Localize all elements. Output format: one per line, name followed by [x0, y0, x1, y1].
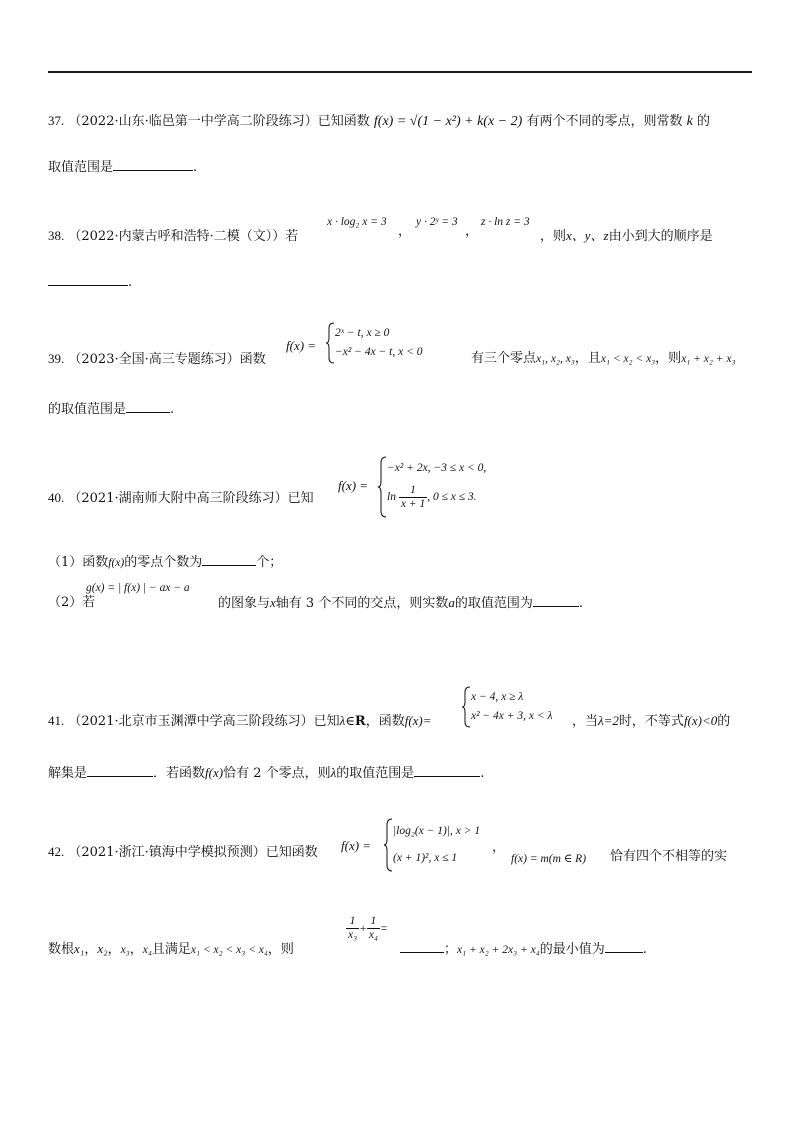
question-37-line-2: [48, 158, 197, 177]
question-source: （2023·全国·高三专题练习）函数: [68, 352, 266, 367]
piece-2: (x + 1)², x ≤ 1: [393, 852, 458, 864]
text: ．若函数: [153, 766, 206, 781]
text: .: [193, 160, 198, 175]
denominator: x₄: [368, 929, 378, 941]
text: =: [379, 923, 388, 935]
text: 的零点个数为: [124, 555, 203, 570]
text: .: [480, 766, 485, 781]
text: （1）函数: [48, 555, 109, 570]
piece-1: −x² + 2x, −3 ≤ x < 0,: [387, 462, 487, 474]
answer-blank[interactable]: [202, 553, 256, 566]
formula: f(x) =: [286, 338, 317, 353]
numerator: 1: [346, 915, 359, 929]
piecewise-definition: [384, 818, 504, 872]
question-number: 37.: [48, 113, 65, 128]
text: 恰有 2 个零点，则: [223, 766, 331, 781]
formula: y · 2ʸ = 3: [416, 216, 458, 228]
piece-2: −x² − 4x − t, x < 0: [335, 346, 423, 358]
text: 个；: [256, 555, 283, 570]
real-set-symbol: R: [354, 714, 366, 729]
text: , 0 ≤ x ≤ 3.: [427, 491, 477, 504]
formula: f(x) =: [338, 478, 369, 493]
formula: x · log₂ x = 3: [327, 216, 387, 228]
text: .: [578, 596, 583, 611]
answer-blank[interactable]: [400, 940, 444, 953]
question-source: （2021·北京市玉渊潭中学高三阶段练习）已知: [68, 714, 340, 729]
question-38-tail: [540, 227, 713, 246]
text: 的取值范围是: [48, 402, 127, 417]
question-40-part-2-tail: [218, 594, 583, 613]
fraction: [367, 915, 380, 942]
text: ，则: [655, 351, 682, 366]
question-42-line-2-tail: [400, 940, 647, 959]
text: 且满足: [151, 942, 191, 957]
text: ，: [398, 224, 412, 239]
text: ，则: [540, 229, 567, 244]
text: 的取值范围为: [454, 596, 533, 611]
question-42-tail: [610, 848, 727, 866]
text: 的: [717, 714, 731, 729]
question-source: （2021·湖南师大附中高三阶段练习）已知: [68, 491, 314, 506]
formula: x₄: [142, 944, 152, 956]
formula: f(x): [108, 557, 125, 569]
numerator: 1: [367, 915, 380, 929]
piece-1: x − 4, x ≥ λ: [471, 691, 524, 703]
fraction: [399, 484, 427, 511]
text: 的: [696, 114, 710, 129]
formula: f(x): [205, 765, 224, 780]
formula: x₁, x₂, x₃: [536, 353, 575, 365]
piece-2: [387, 484, 477, 511]
text: .: [170, 402, 175, 417]
text: ，: [465, 224, 479, 239]
text: 已知函数: [317, 114, 370, 129]
piece-2: x² − 4x + 3, x < λ: [471, 710, 553, 722]
text: ；: [444, 942, 458, 957]
question-39-line-2: [48, 400, 174, 419]
question-source: （2022·山东·临邑第一中学高二阶段练习）: [68, 114, 318, 129]
formula: x₁ < x₂ < x₃ < x₄: [190, 944, 268, 956]
text: ，: [492, 840, 506, 855]
formula: z · ln z = 3: [481, 216, 530, 228]
text: 有三个零点: [471, 351, 537, 366]
question-number: 42.: [48, 844, 65, 859]
denominator: x₃: [348, 929, 358, 941]
text: .: [642, 942, 647, 957]
formula: x、y、z: [566, 228, 609, 243]
text: 解集是: [48, 766, 88, 781]
formula: f(x)<0: [683, 713, 718, 728]
formula: x₃: [120, 944, 130, 956]
answer-blank[interactable]: [533, 594, 579, 607]
text: （2）若: [48, 595, 96, 610]
text: ，当: [572, 714, 599, 729]
formula: f(x)=: [404, 713, 432, 728]
text: ，函数: [365, 714, 405, 729]
piece-1: 2ˣ − t, x ≥ 0: [335, 327, 390, 339]
text: ，则: [267, 942, 294, 957]
text: ，且: [574, 351, 601, 366]
left-brace-icon: [384, 818, 393, 872]
question-number: 40.: [48, 490, 65, 505]
text: 的图象与: [218, 596, 271, 611]
question-number: 41.: [48, 713, 65, 728]
left-brace-icon: [378, 456, 387, 518]
question-source: （2022·内蒙古呼和浩特·二模（文））若: [68, 229, 299, 244]
denominator: x + 1: [400, 498, 426, 510]
formula: g(x) = | f(x) | − ax − a: [86, 582, 190, 594]
fraction: [346, 915, 359, 942]
piece-1: |log₂(x − 1)|, x > 1: [393, 825, 481, 837]
question-41-line-2: [48, 764, 484, 783]
left-brace-icon: [326, 322, 335, 364]
question-number: 39.: [48, 351, 65, 366]
formula: f(x) = m(m ∈ R): [511, 853, 587, 865]
header-rule: [48, 71, 752, 73]
formula: λ: [330, 765, 337, 780]
formula: a: [448, 595, 455, 610]
left-brace-icon: [462, 686, 471, 728]
text: ln: [387, 491, 396, 504]
formula: k: [686, 114, 693, 129]
formula: x: [270, 595, 276, 610]
question-41-line-1: [48, 712, 432, 731]
formula: x₁ + x₂ + 2x₃ + x₄: [457, 944, 540, 956]
question-38-line-2: [48, 273, 132, 292]
text: 数根: [48, 942, 75, 957]
text: 恰有四个不相等的实: [610, 849, 728, 864]
answer-blank[interactable]: [605, 940, 643, 953]
text: 由小到大的顺序是: [608, 229, 713, 244]
piecewise-definition: [326, 322, 486, 364]
formula: x₁ + x₂ + x₃: [681, 353, 736, 365]
text: 的最小值为: [539, 942, 605, 957]
answer-blank[interactable]: [87, 764, 153, 777]
question-38-line-1: [48, 227, 298, 246]
reciprocal-sum: [346, 915, 388, 942]
question-40-part-1: [48, 553, 282, 572]
answer-blank[interactable]: [414, 764, 480, 777]
piecewise-definition: [462, 686, 582, 728]
question-42-line-1: [48, 843, 318, 862]
numerator: 1: [399, 484, 427, 498]
formula: f(x) = √(1 − x²) + k(x − 2): [373, 114, 523, 129]
piecewise-definition: [378, 456, 528, 518]
question-40-line-1: [48, 489, 314, 508]
question-37-line-1: [48, 112, 710, 131]
text: .: [128, 275, 133, 290]
question-39-line-1: [48, 350, 266, 369]
question-42-line-2: 数根x₁，x₂，x₃，x₄且满足x₁ < x₂ < x₃ < x₄，则: [48, 941, 294, 957]
answer-blank[interactable]: [113, 158, 193, 171]
question-number: 38.: [48, 228, 65, 243]
formula: f(x) =: [341, 838, 372, 853]
question-40-part-2: [48, 594, 95, 612]
text: 的取值范围是: [336, 766, 415, 781]
formula: x₁ < x₂ < x₃: [600, 353, 656, 365]
question-41-tail: [572, 712, 730, 731]
formula: λ=2: [598, 713, 619, 728]
text: 取值范围是: [48, 160, 114, 175]
text: 时，不等式: [618, 714, 684, 729]
formula: λ∈: [339, 713, 355, 728]
question-source: （2021·浙江·镇海中学模拟预测）已知函数: [68, 845, 318, 860]
formula: x₂: [97, 941, 108, 956]
answer-blank[interactable]: [48, 273, 128, 286]
text: 有两个不同的零点，则常数: [526, 114, 683, 129]
formula: x₁: [74, 941, 85, 956]
answer-blank[interactable]: [126, 400, 170, 413]
text: +: [359, 923, 367, 935]
text: 轴有 3 个不同的交点，则实数: [275, 596, 449, 611]
question-39-tail: [471, 350, 736, 368]
